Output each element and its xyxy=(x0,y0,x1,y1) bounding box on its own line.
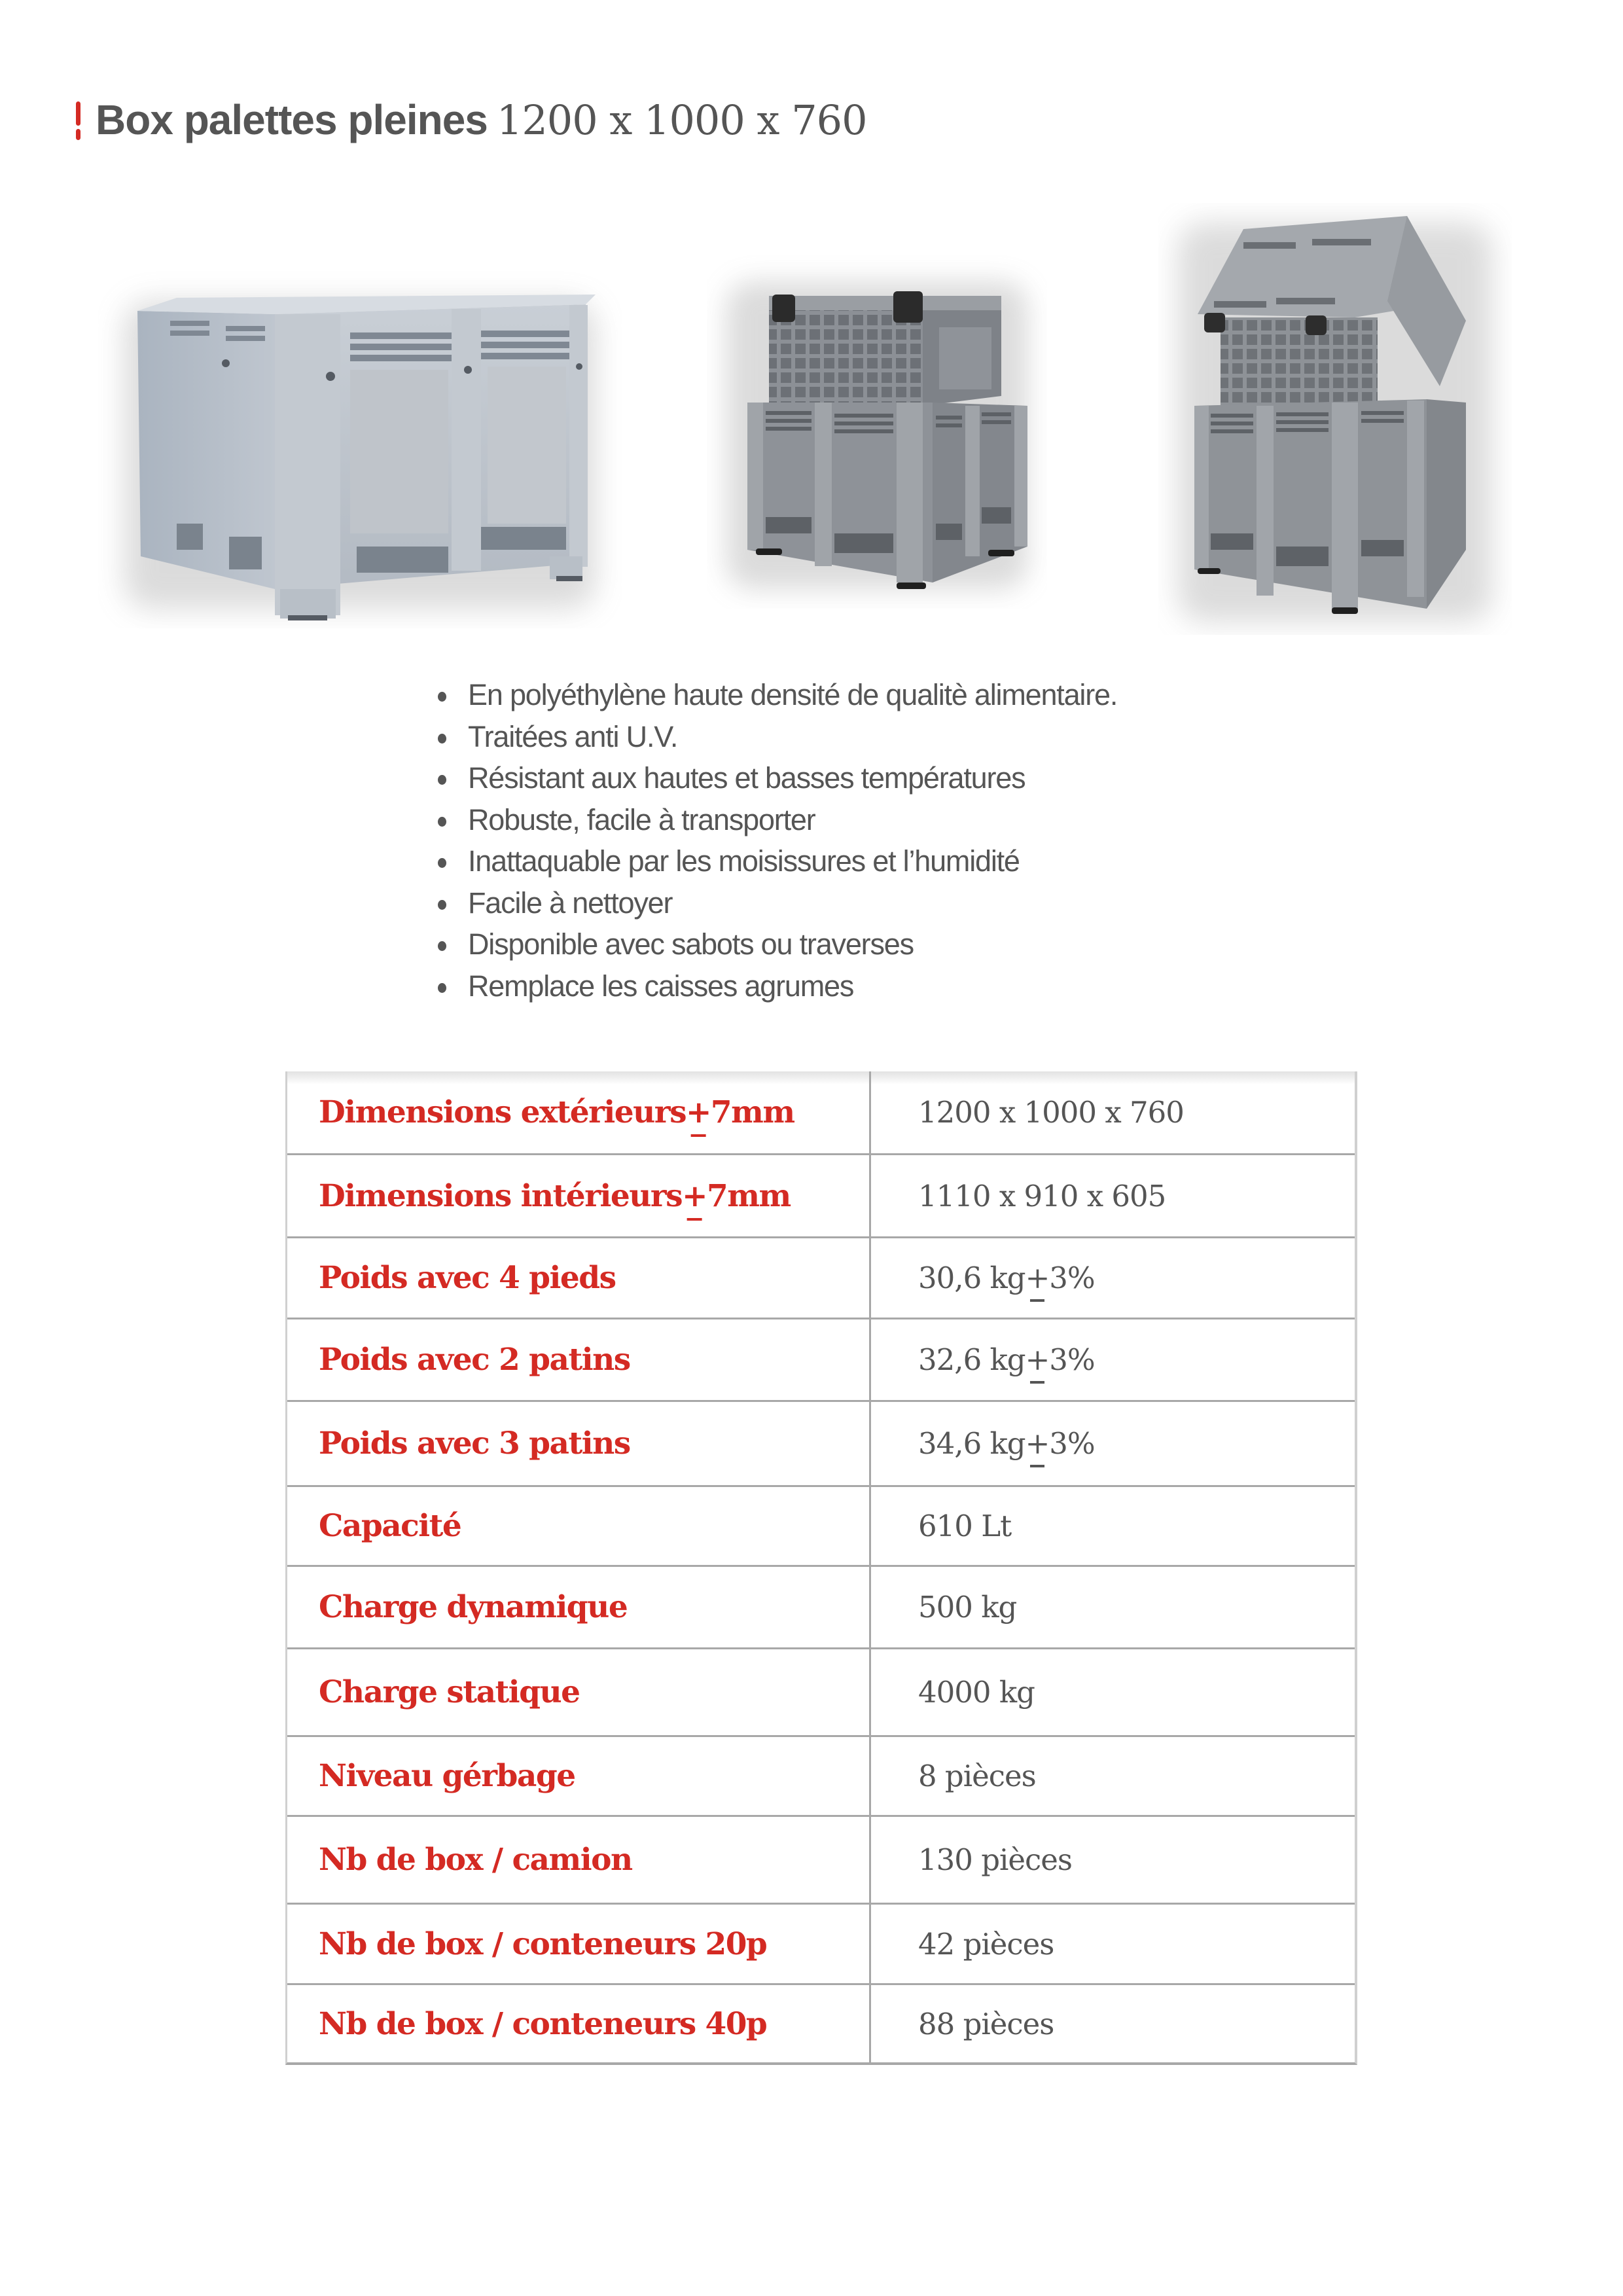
feature-text: Inattaquable par les moisissures et l’humidité xyxy=(468,844,1020,878)
feature-item xyxy=(435,965,1117,1007)
title-product-name: Box palettes pleines xyxy=(96,96,488,143)
feature-item xyxy=(435,757,1117,799)
spec-value: 610 Lt xyxy=(918,1509,1012,1543)
spec-label xyxy=(287,1071,871,1153)
spec-value-text: 34,6 kg xyxy=(918,1426,1026,1461)
plus-minus-sign: + xyxy=(1025,1426,1050,1461)
spec-value-text: 32,6 kg xyxy=(918,1342,1026,1377)
spec-label: Capacité xyxy=(287,1487,871,1565)
spec-row-box-conteneurs-40p xyxy=(287,1983,1355,2062)
spec-label xyxy=(287,1155,871,1236)
spec-value-text: 30,6 kg xyxy=(918,1261,1026,1295)
spec-label: Nb de box / conteneurs 20p xyxy=(287,1905,871,1983)
spec-value: 4000 kg xyxy=(918,1675,1035,1710)
box-pallet-single-image xyxy=(98,249,622,628)
spec-value-tolerance: 3% xyxy=(1049,1261,1095,1295)
title-accent-icon xyxy=(75,100,81,139)
feature-item xyxy=(435,674,1117,716)
spec-value xyxy=(871,1238,1355,1318)
feature-text: Facile à nettoyer xyxy=(468,886,673,920)
photo-box-pallet-single xyxy=(98,249,622,628)
spec-label: Poids avec 2 patins xyxy=(287,1319,871,1400)
plus-minus-sign: + xyxy=(1025,1261,1050,1295)
spec-row-box-camion xyxy=(287,1815,1355,1903)
bullet-icon xyxy=(438,941,446,951)
spec-row-poids-4-pieds xyxy=(287,1236,1355,1318)
spec-label-text: Dimensions intérieurs xyxy=(319,1177,683,1214)
bullet-icon xyxy=(438,858,446,868)
spec-value xyxy=(871,1319,1355,1400)
plus-minus-sign: + xyxy=(686,1094,711,1130)
box-pallet-nested-image xyxy=(1158,203,1512,635)
spec-label: Charge statique xyxy=(287,1649,871,1735)
spec-label: Charge dynamique xyxy=(287,1567,871,1647)
spec-row-charge-statique xyxy=(287,1647,1355,1735)
feature-text: En polyéthylène haute densité de qualitè alimentaire. xyxy=(468,678,1118,711)
spec-value xyxy=(871,1402,1355,1485)
spec-label: Nb de box / camion xyxy=(287,1817,871,1903)
spec-row-niveau-gerbage xyxy=(287,1735,1355,1815)
spec-value: 500 kg xyxy=(918,1590,1017,1624)
spec-label-tolerance: 7mm xyxy=(707,1177,791,1214)
spec-value: 8 pièces xyxy=(918,1759,1036,1793)
box-pallet-stacked-image xyxy=(707,255,1047,609)
feature-text: Remplace les caisses agrumes xyxy=(468,969,854,1003)
spec-label: Poids avec 4 pieds xyxy=(287,1238,871,1318)
title-dimensions: 1200 x 1000 x 760 xyxy=(496,96,867,144)
photo-box-pallet-stacked xyxy=(707,255,1047,609)
plus-minus-sign: + xyxy=(682,1177,707,1214)
feature-item xyxy=(435,882,1117,924)
spec-value-tolerance: 3% xyxy=(1049,1426,1095,1461)
feature-text: Traitées anti U.V. xyxy=(468,719,678,753)
feature-item xyxy=(435,840,1117,882)
feature-item xyxy=(435,799,1117,841)
bullet-icon xyxy=(438,900,446,910)
spec-row-poids-3-patins xyxy=(287,1400,1355,1485)
bullet-icon xyxy=(438,817,446,827)
spec-row-dimensions-interieurs xyxy=(287,1153,1355,1236)
spec-row-box-conteneurs-20p xyxy=(287,1903,1355,1983)
spec-value: 88 pièces xyxy=(918,2006,1054,2041)
spec-value: 1200 x 1000 x 760 xyxy=(918,1095,1184,1130)
spec-table xyxy=(285,1071,1357,2065)
bullet-icon xyxy=(438,692,446,702)
plus-minus-sign: + xyxy=(1025,1342,1050,1377)
spec-row-capacite xyxy=(287,1485,1355,1565)
spec-row-dimensions-exterieurs xyxy=(287,1071,1355,1153)
bullet-icon xyxy=(438,775,446,785)
feature-item xyxy=(435,924,1117,965)
spec-row-poids-2-patins xyxy=(287,1318,1355,1400)
page-title xyxy=(75,90,867,149)
feature-text: Robuste, facile à transporter xyxy=(468,802,815,836)
bullet-icon xyxy=(438,983,446,993)
bullet-icon xyxy=(438,734,446,744)
spec-label-tolerance: 7mm xyxy=(710,1094,794,1130)
feature-list xyxy=(435,674,1117,1007)
spec-label-text: Dimensions extérieurs xyxy=(319,1094,687,1130)
feature-item xyxy=(435,716,1117,758)
spec-label: Nb de box / conteneurs 40p xyxy=(287,1985,871,2062)
photo-box-pallet-nested xyxy=(1158,203,1512,635)
feature-text: Disponible avec sabots ou traverses xyxy=(468,927,914,961)
spec-label: Poids avec 3 patins xyxy=(287,1402,871,1485)
spec-value: 130 pièces xyxy=(918,1842,1072,1877)
spec-value: 42 pièces xyxy=(918,1926,1054,1962)
spec-label: Niveau gérbage xyxy=(287,1737,871,1815)
spec-row-charge-dynamique xyxy=(287,1565,1355,1647)
spec-value-tolerance: 3% xyxy=(1049,1342,1095,1377)
spec-value: 1110 x 910 x 605 xyxy=(918,1178,1166,1213)
feature-text: Résistant aux hautes et basses températures xyxy=(468,761,1026,795)
